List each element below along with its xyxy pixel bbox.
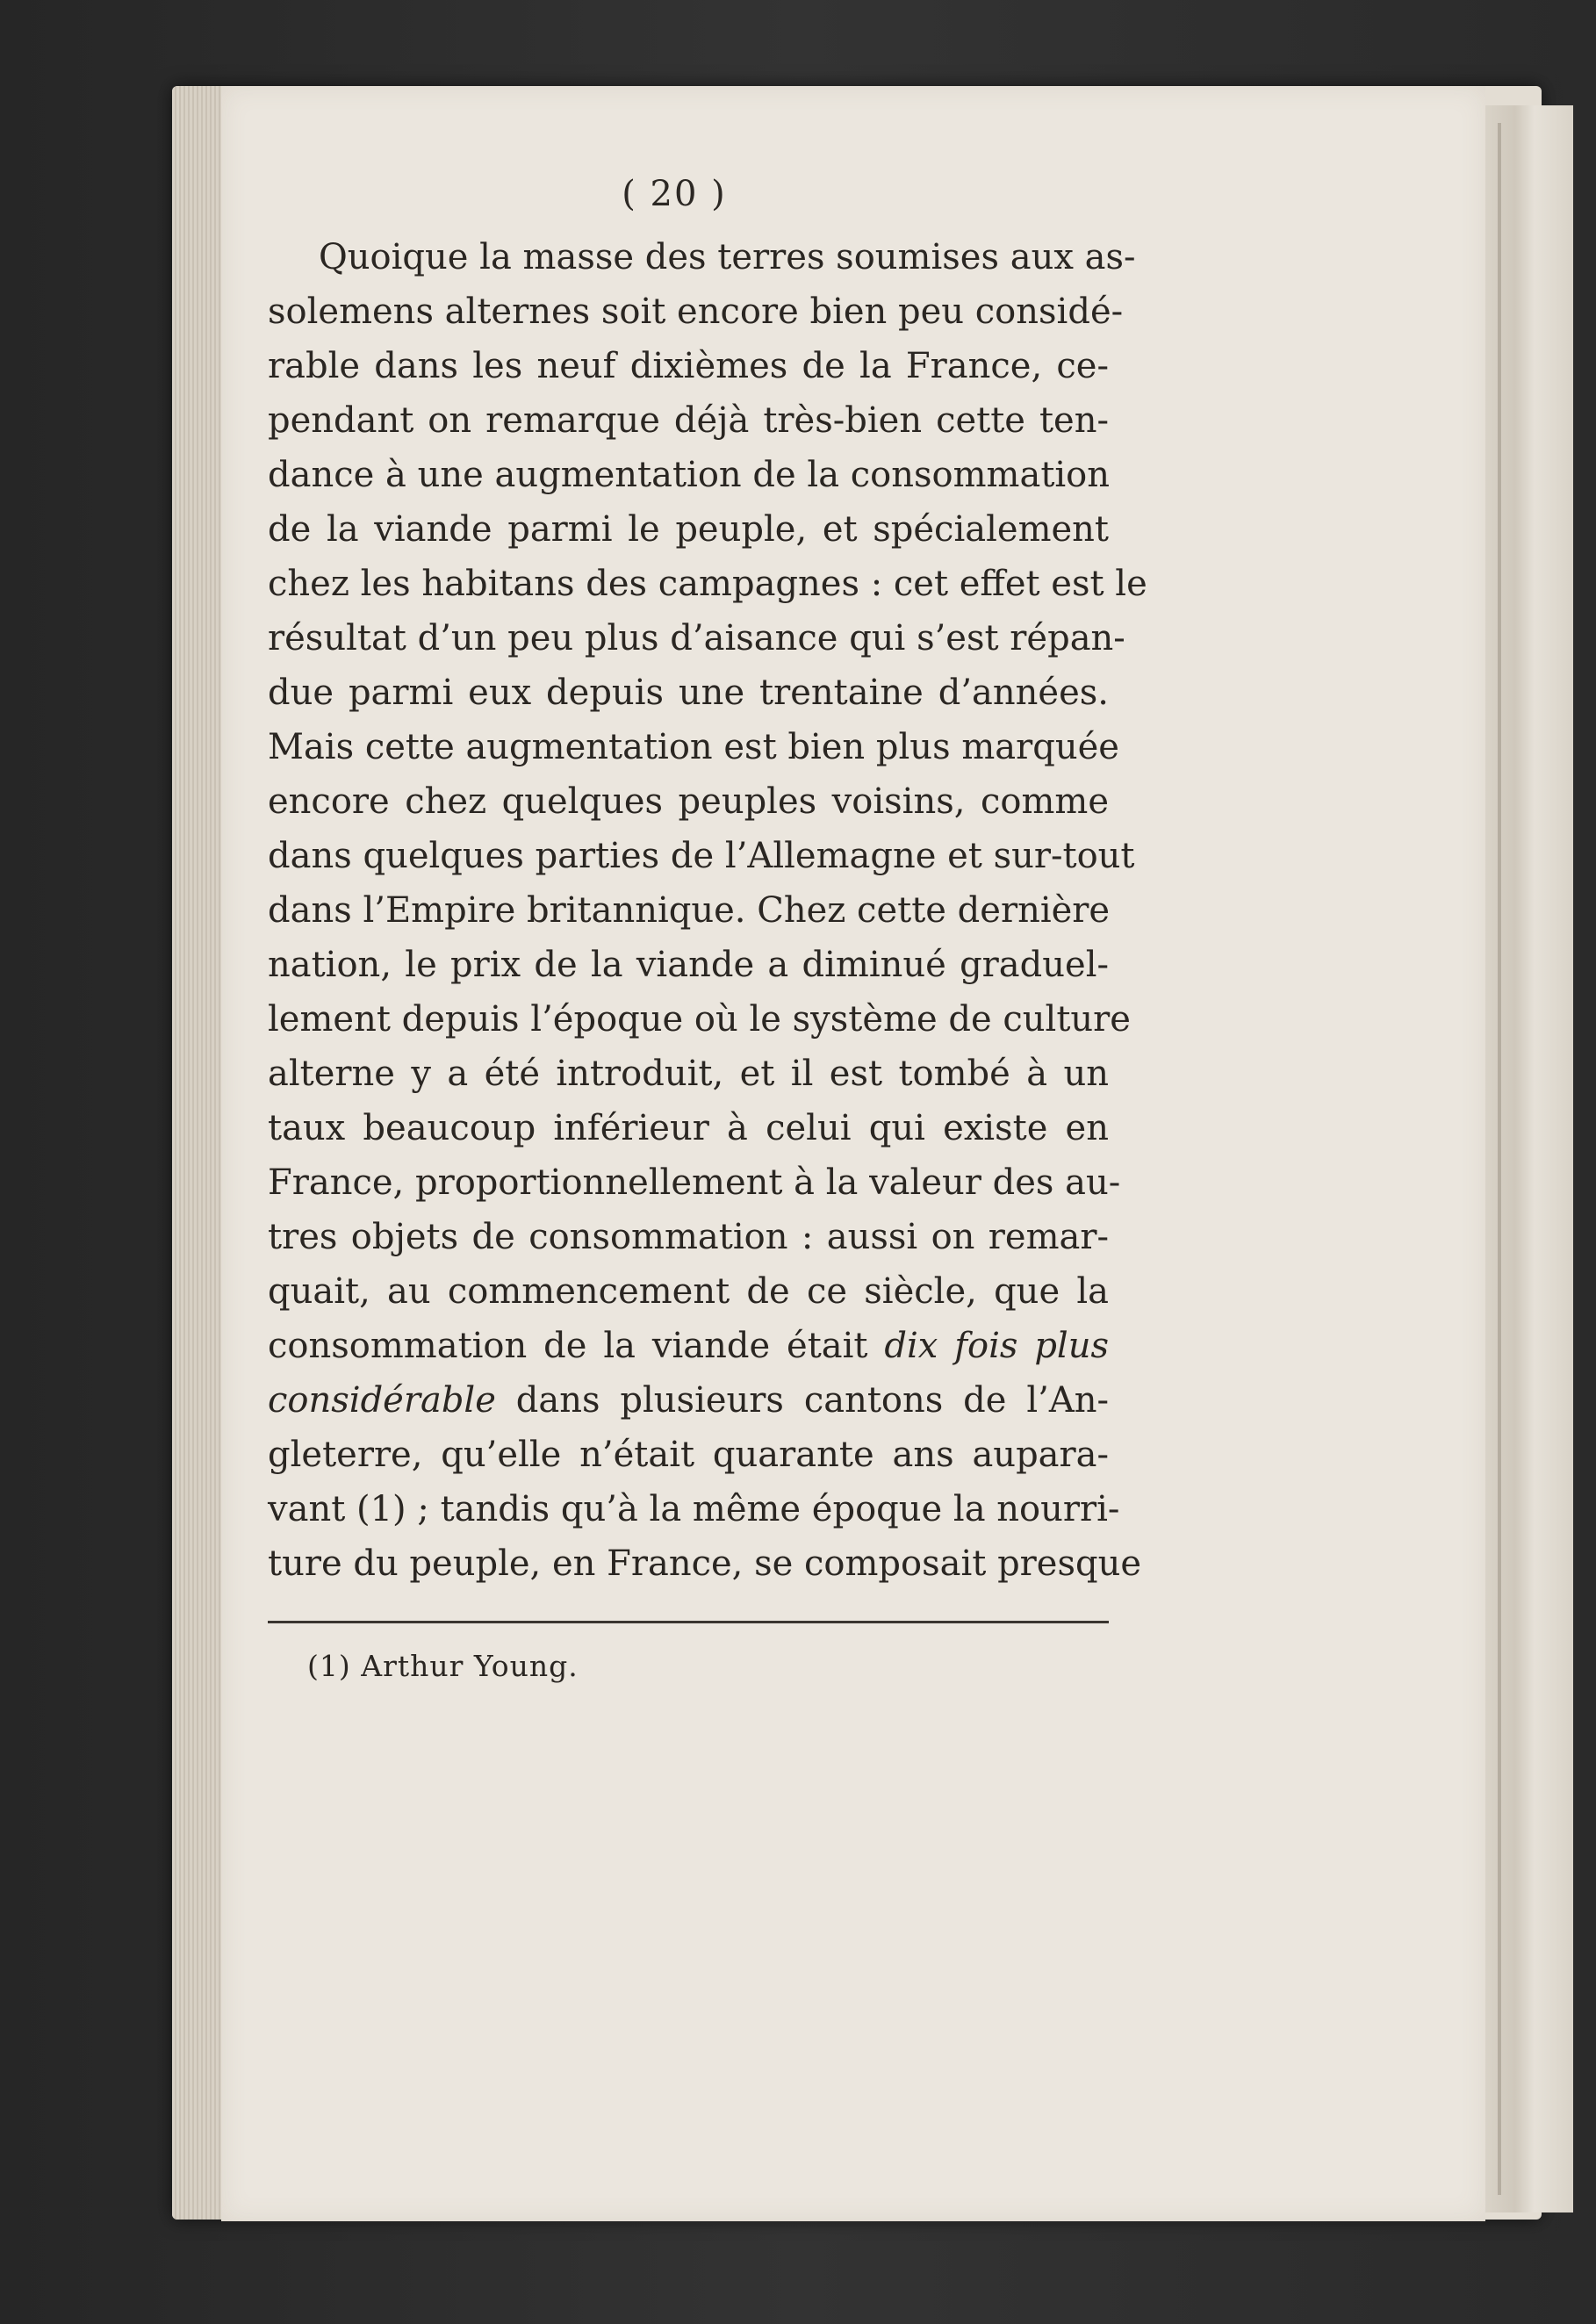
text-line: encore chez quelques peuples voisins, comme <box>268 781 1109 822</box>
text-line <box>268 1319 1109 1373</box>
text-line: résultat d’un peu plus d’aisance qui s’est répan- <box>268 618 1125 658</box>
text-line: France, proportionnellement à la valeur des au- <box>268 1162 1121 1203</box>
text-line: dans l’Empire britannique. Chez cette dernière <box>268 890 1111 931</box>
footnote: (1) Arthur Young. <box>307 1649 579 1683</box>
text-line: taux beaucoup inférieur à celui qui existe en <box>268 1108 1109 1148</box>
page-edges <box>172 86 225 2220</box>
text-line: de la viande parmi le peuple, et spécialement <box>268 509 1109 550</box>
text-line: tres objets de consommation : aussi on remar- <box>268 1217 1109 1257</box>
text-line: alterne y a été introduit, et il est tombé à un <box>268 1054 1109 1094</box>
page-number: ( 20 ) <box>622 174 727 214</box>
text-line: lement depuis l’époque où le système de culture <box>268 999 1131 1040</box>
text-line <box>268 1373 1109 1428</box>
text-run: consommation de la viande était <box>268 1326 885 1366</box>
footnote-rule <box>268 1621 1109 1623</box>
text-line: due parmi eux depuis une trentaine d’années. <box>268 673 1109 713</box>
text-line: solemens alternes soit encore bien peu considé- <box>268 291 1124 332</box>
italic-run: dix fois plus <box>884 1326 1109 1366</box>
text-line: dance à une augmentation de la consommation <box>268 455 1111 495</box>
text-line: ture du peuple, en France, se composait presque <box>268 1543 1142 1584</box>
text-line: pendant on remarque déjà très-bien cette ten- <box>268 400 1109 441</box>
text-line: nation, le prix de la viande a diminué graduel- <box>268 945 1109 985</box>
book-gutter <box>1498 123 1501 2195</box>
text-line: chez les habitans des campagnes : cet effet est le <box>268 564 1147 604</box>
italic-run: considérable <box>268 1380 496 1421</box>
text-line: dans quelques parties de l’Allemagne et sur-tout <box>268 836 1135 876</box>
text-line: vant (1) ; tandis qu’à la même époque la nourri- <box>268 1489 1120 1529</box>
text-line: Quoique la masse des terres soumises aux as- <box>319 237 1136 277</box>
text-run: dans plusieurs cantons de l’An- <box>495 1380 1109 1421</box>
text-line: quait, au commencement de ce siècle, que la <box>268 1271 1109 1312</box>
text-line: Mais cette augmentation est bien plus marquée <box>268 727 1119 767</box>
body-text <box>268 230 1147 1591</box>
text-line: gleterre, qu’elle n’était quarante ans aupara- <box>268 1435 1109 1475</box>
facing-page-edge <box>1475 105 1573 2212</box>
text-line: rable dans les neuf dixièmes de la France, ce- <box>268 346 1109 386</box>
